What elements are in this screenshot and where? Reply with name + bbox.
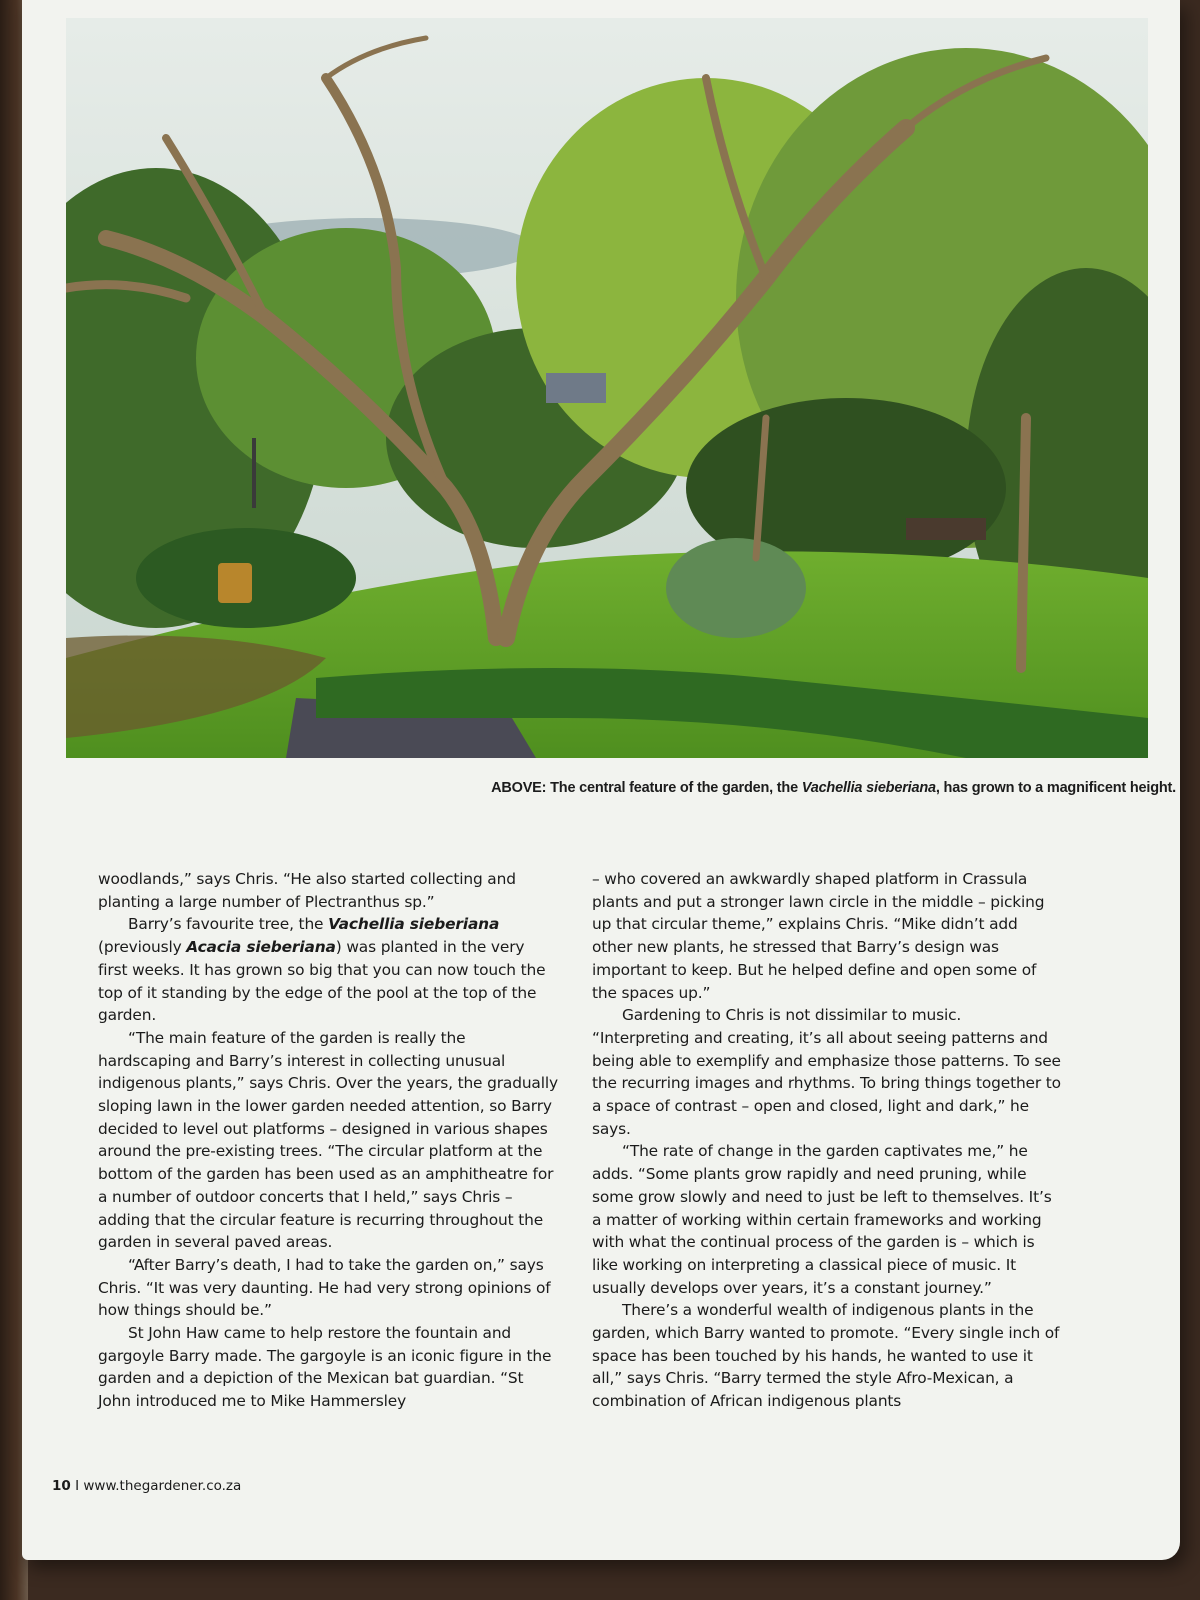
caption-lead: ABOVE: [491, 780, 547, 796]
page-footer [52, 1478, 241, 1494]
page-number: 10 [52, 1478, 71, 1494]
caption-text-start: The central feature of the garden, the [546, 780, 802, 796]
species-name-previous: Acacia sieberiana [186, 938, 336, 957]
species-name: Vachellia sieberiana [328, 915, 500, 934]
garden-photo [66, 18, 1148, 758]
photo-caption [66, 780, 1176, 796]
caption-text-end: , has grown to a magnificent height. [935, 780, 1176, 796]
website-url[interactable]: www.thegardener.co.za [83, 1478, 242, 1494]
paragraph: Barry’s favourite tree, the Vachellia sieberiana (previously Acacia sieberiana) was planted in the very first weeks. It has grown so big that you can now touch the top of it standing by the edge of the pool at the top of the garden. [98, 915, 546, 1025]
article-column-left [98, 868, 558, 1413]
paragraph: woodlands,” says Chris. “He also started collecting and planting a large number of Plectranthus sp.” [98, 870, 516, 911]
garden-photo-illustration [66, 18, 1148, 758]
paragraph: St John Haw came to help restore the fountain and gargoyle Barry made. The gargoyle is an iconic figure in the garden and a depiction of the Mexican bat guardian. “St John introduced me to Mike Hammersley [98, 1324, 552, 1411]
article-column-right [592, 868, 1062, 1413]
paragraph: “The rate of change in the garden captivates me,” he adds. “Some plants grow rapidly and need pruning, while some grow slowly and need to just be left to themselves. It’s a matter of working within certain frameworks and working with what the continual process of the garden is – which is like working on interpreting a classical piece of music. It usually develops over years, it’s a constant journey.” [592, 1142, 1052, 1297]
paragraph: There’s a wonderful wealth of indigenous plants in the garden, which Barry wanted to promote. “Every single inch of space has been touched by his hands, he wanted to use it all,” says Chris. “Barry termed the style Afro-Mexican, a combination of African indigenous plants [592, 1301, 1060, 1411]
paragraph: “After Barry’s death, I had to take the garden on,” says Chris. “It was very daunting. He had very strong opinions of how things should be.” [98, 1255, 551, 1320]
caption-species: Vachellia sieberiana [801, 780, 936, 796]
footer-separator: I [70, 1478, 84, 1494]
paragraph: Gardening to Chris is not dissimilar to music. “Interpreting and creating, it’s all about seeing patterns and being able to exemplify and emphasize those patterns. To see the recurring images and rhythms. To bring things together to a space of contrast – open and closed, light and dark,” he says. [592, 1006, 1061, 1138]
paragraph: – who covered an awkwardly shaped platform in Crassula plants and put a stronger lawn circle in the middle – picking up that circular theme,” explains Chris. “Mike didn’t add other new plants, he stressed that Barry’s design was important to keep. But he helped define and open some of the spaces up.” [592, 870, 1045, 1002]
paragraph: “The main feature of the garden is really the hardscaping and Barry’s interest in collecting unusual indigenous plants,” says Chris. Over the years, the gradually sloping lawn in the lower garden needed attention, so Barry decided to level out platforms – designed in various shapes around the pre-existing trees. “The circular platform at the bottom of the garden has been used as an amphitheatre for a number of outdoor concerts that I held,” says Chris – adding that the circular feature is recurring throughout the garden in several paved areas. [98, 1028, 558, 1252]
